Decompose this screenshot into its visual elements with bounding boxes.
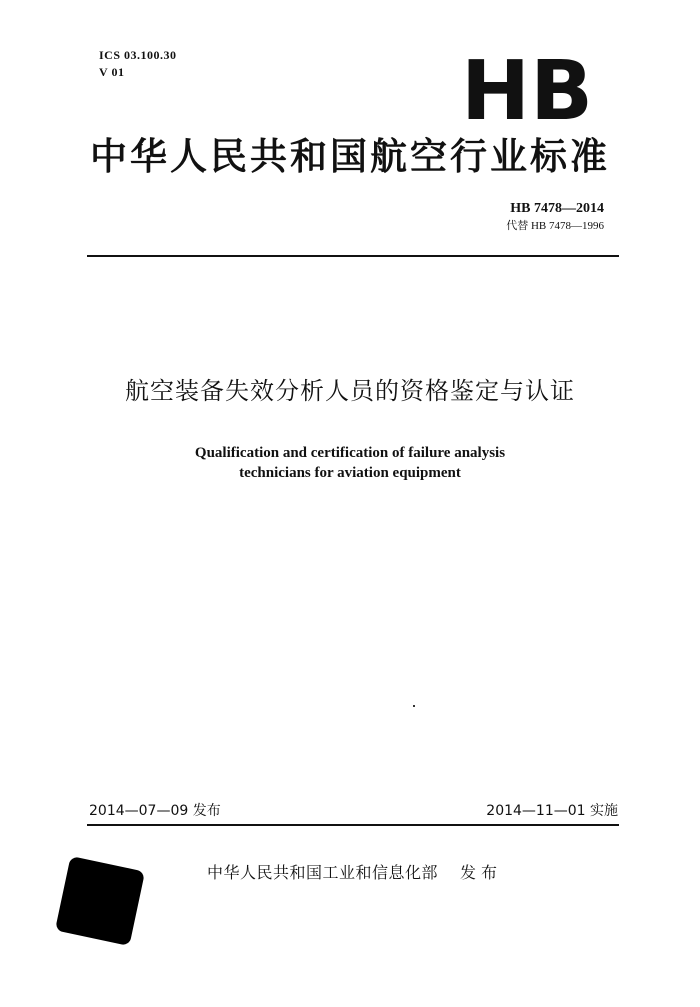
ics-code: ICS 03.100.30 xyxy=(99,48,177,62)
issuer-line xyxy=(207,862,502,884)
issue-date: 2014—07—09 发布 xyxy=(89,803,221,819)
hb-logo xyxy=(460,58,594,122)
top-divider xyxy=(87,255,619,257)
standard-number-block xyxy=(506,200,604,234)
issuer-action: 发布 xyxy=(460,863,503,882)
scan-speck xyxy=(413,705,415,707)
standard-number: HB 7478—2014 xyxy=(510,201,604,216)
org-title: 中华人民共和国航空行业标准 xyxy=(90,135,610,178)
hb-logo-text: HB xyxy=(461,58,593,122)
title-chinese: 航空装备失效分析人员的资格鉴定与认证 xyxy=(125,377,575,405)
class-code: V 01 xyxy=(99,65,125,79)
black-square-mark xyxy=(55,856,145,946)
issuer-name: 中华人民共和国工业和信息化部 xyxy=(207,863,439,882)
implementation-date: 2014—11—01 实施 xyxy=(486,803,618,819)
title-english-line-1: Qualification and certification of failure analysis xyxy=(194,445,506,461)
ics-classification xyxy=(99,47,177,81)
bottom-divider xyxy=(87,824,619,826)
title-english xyxy=(0,443,700,483)
title-english-line-2: technicians for aviation equipment xyxy=(239,465,461,481)
replaces-standard: 代替 HB 7478—1996 xyxy=(506,220,604,232)
